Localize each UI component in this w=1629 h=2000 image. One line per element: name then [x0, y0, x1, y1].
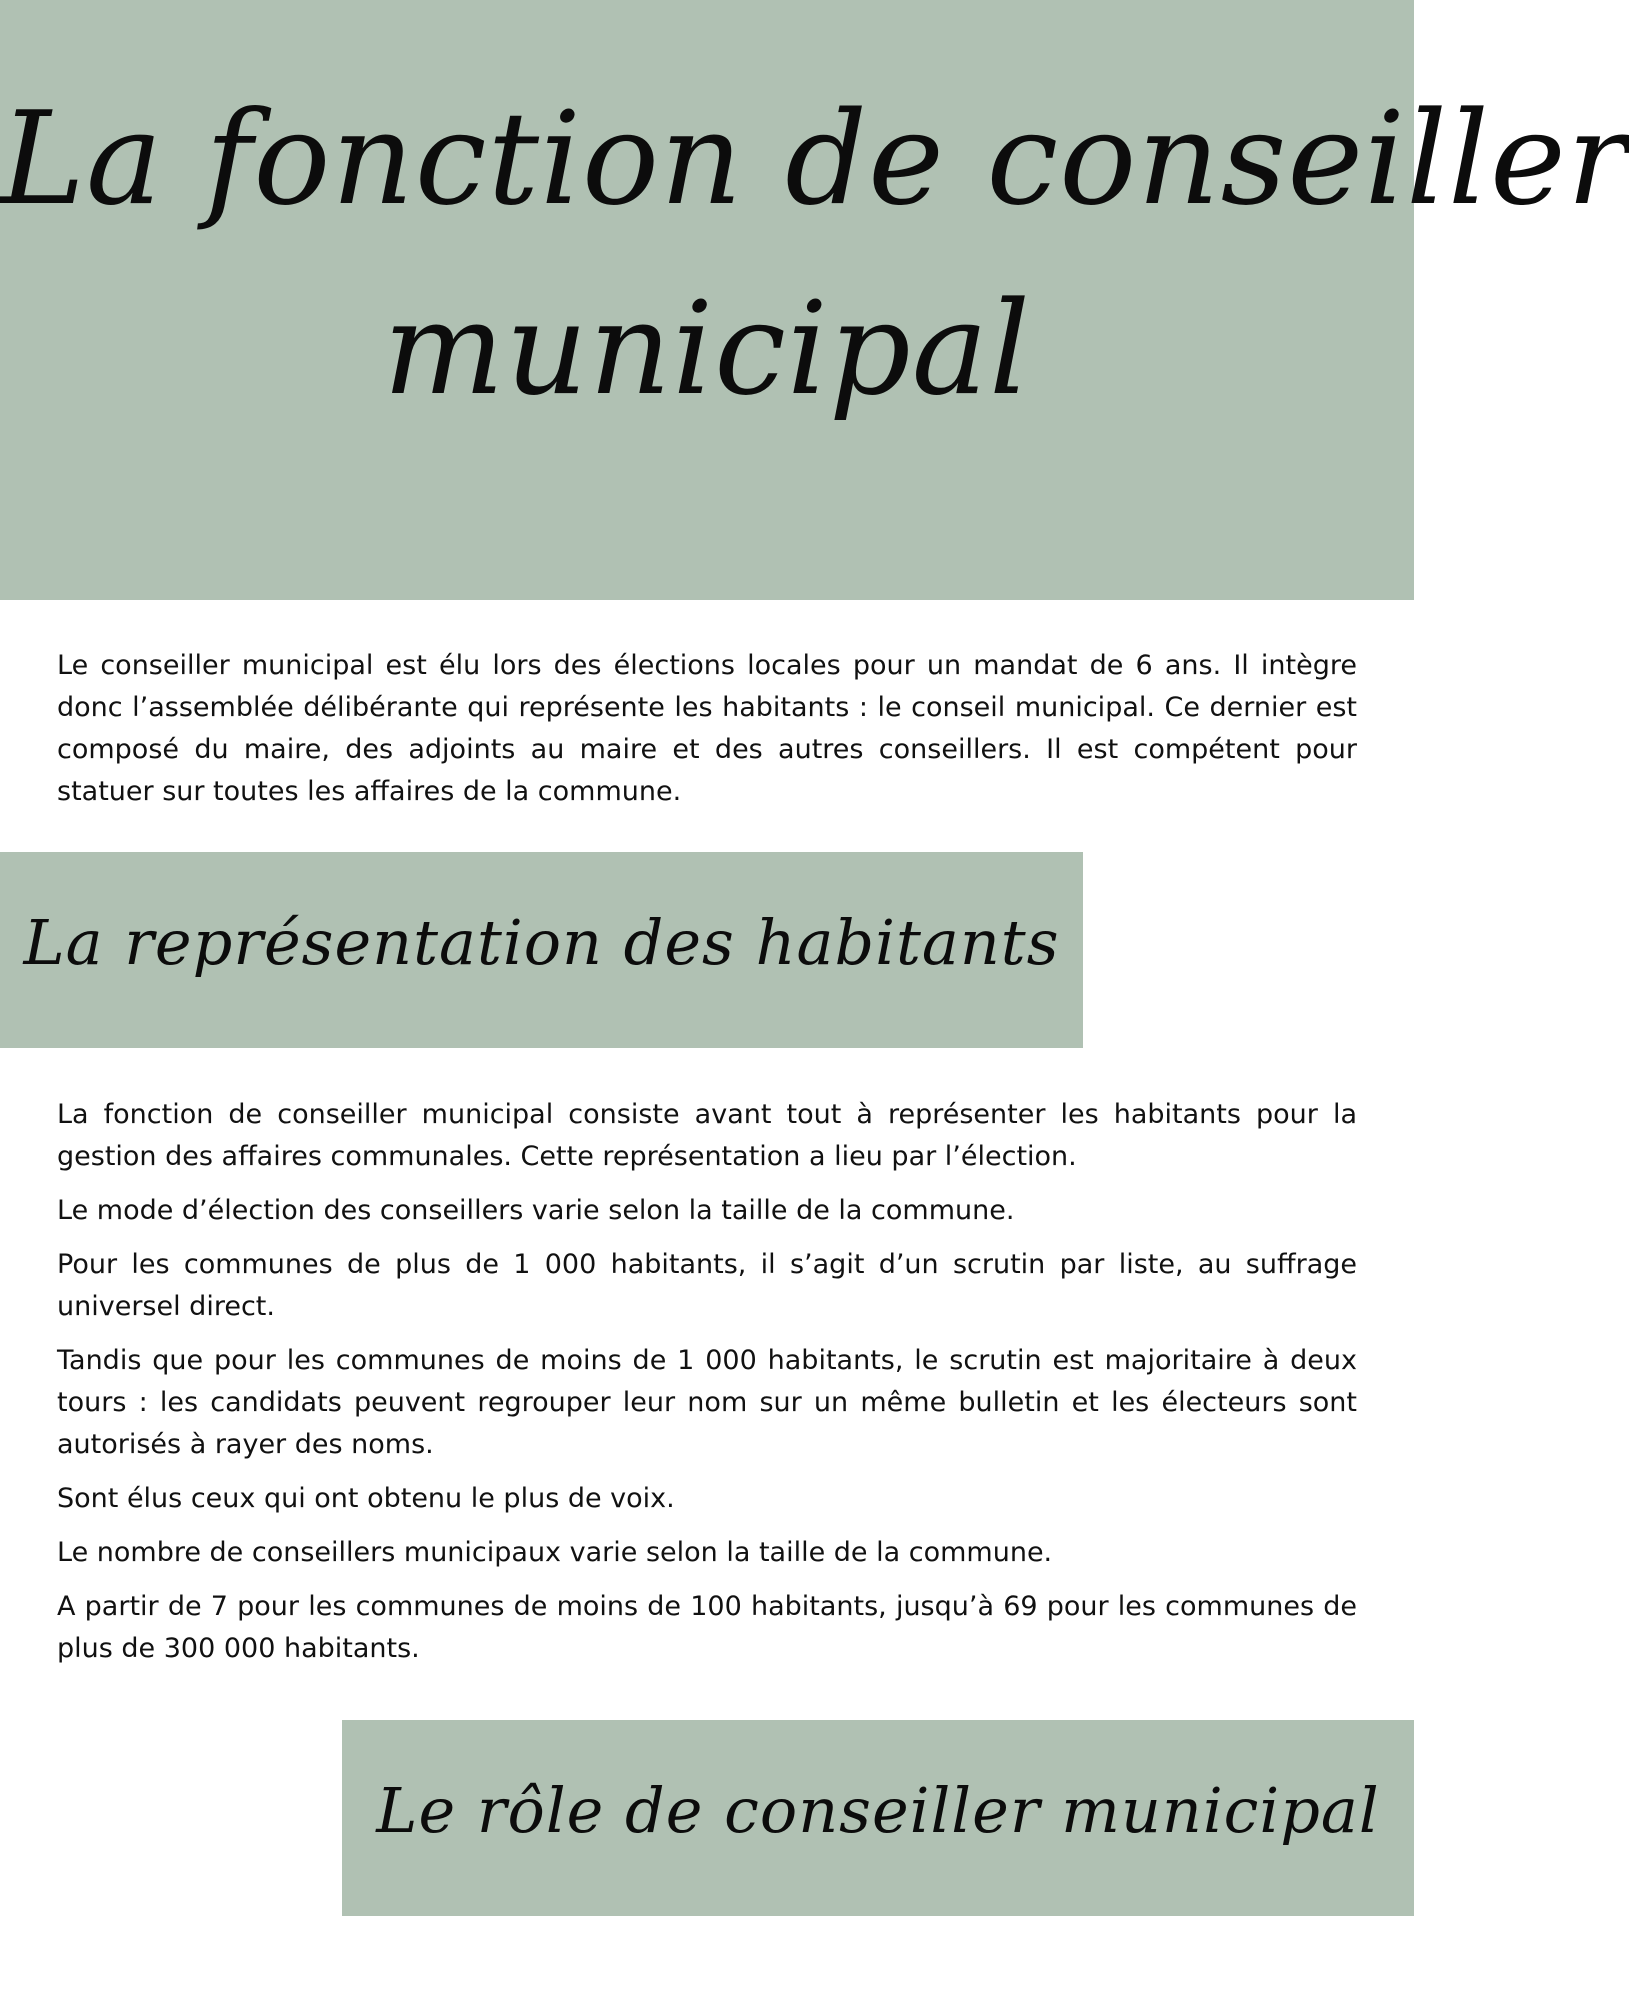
representation-section-body [57, 1094, 1357, 1682]
paragraph: Pour les communes de plus de 1 000 habitants, il s’agit d’un scrutin par liste, au suffrage universel direct. [57, 1249, 1357, 1322]
paragraph: Le mode d’élection des conseillers varie selon la taille de la commune. [57, 1195, 1015, 1226]
section-heading-representation: La représentation des habitants [23, 906, 1060, 979]
paragraph: A partir de 7 pour les communes de moins de 100 habitants, jusqu’à 69 pour les communes de plus de 300 000 habitants. [57, 1591, 1357, 1664]
page-title-line-2: municipal [383, 275, 1031, 424]
page-title-line-1: La fonction de conseiller [0, 85, 1629, 234]
intro-section [57, 645, 1357, 825]
paragraph: Sont élus ceux qui ont obtenu le plus de voix. [57, 1483, 675, 1514]
paragraph: La fonction de conseiller municipal consiste avant tout à représenter les habitants pour la gestion des affaires communales. Cette représentation a lieu par l’élection. [57, 1099, 1357, 1172]
paragraph: Le nombre de conseillers municipaux varie selon la taille de la commune. [57, 1537, 1053, 1568]
section-heading-role: Le rôle de conseiller municipal [376, 1774, 1380, 1847]
paragraph: Tandis que pour les communes de moins de 1 000 habitants, le scrutin est majoritaire à deux tours : les candidats peuvent regrouper leur nom sur un même bulletin et les électeurs sont autorisés à rayer des noms. [57, 1345, 1357, 1460]
intro-paragraph: Le conseiller municipal est élu lors des élections locales pour un mandat de 6 ans. Il intègre donc l’assemblée délibérante qui représente les habitants : le conseil municipal. Ce dernier est composé du maire, des adjoints au maire et des autres conseillers. Il est compétent pour statuer sur toutes les affaires de la commune. [57, 650, 1357, 807]
